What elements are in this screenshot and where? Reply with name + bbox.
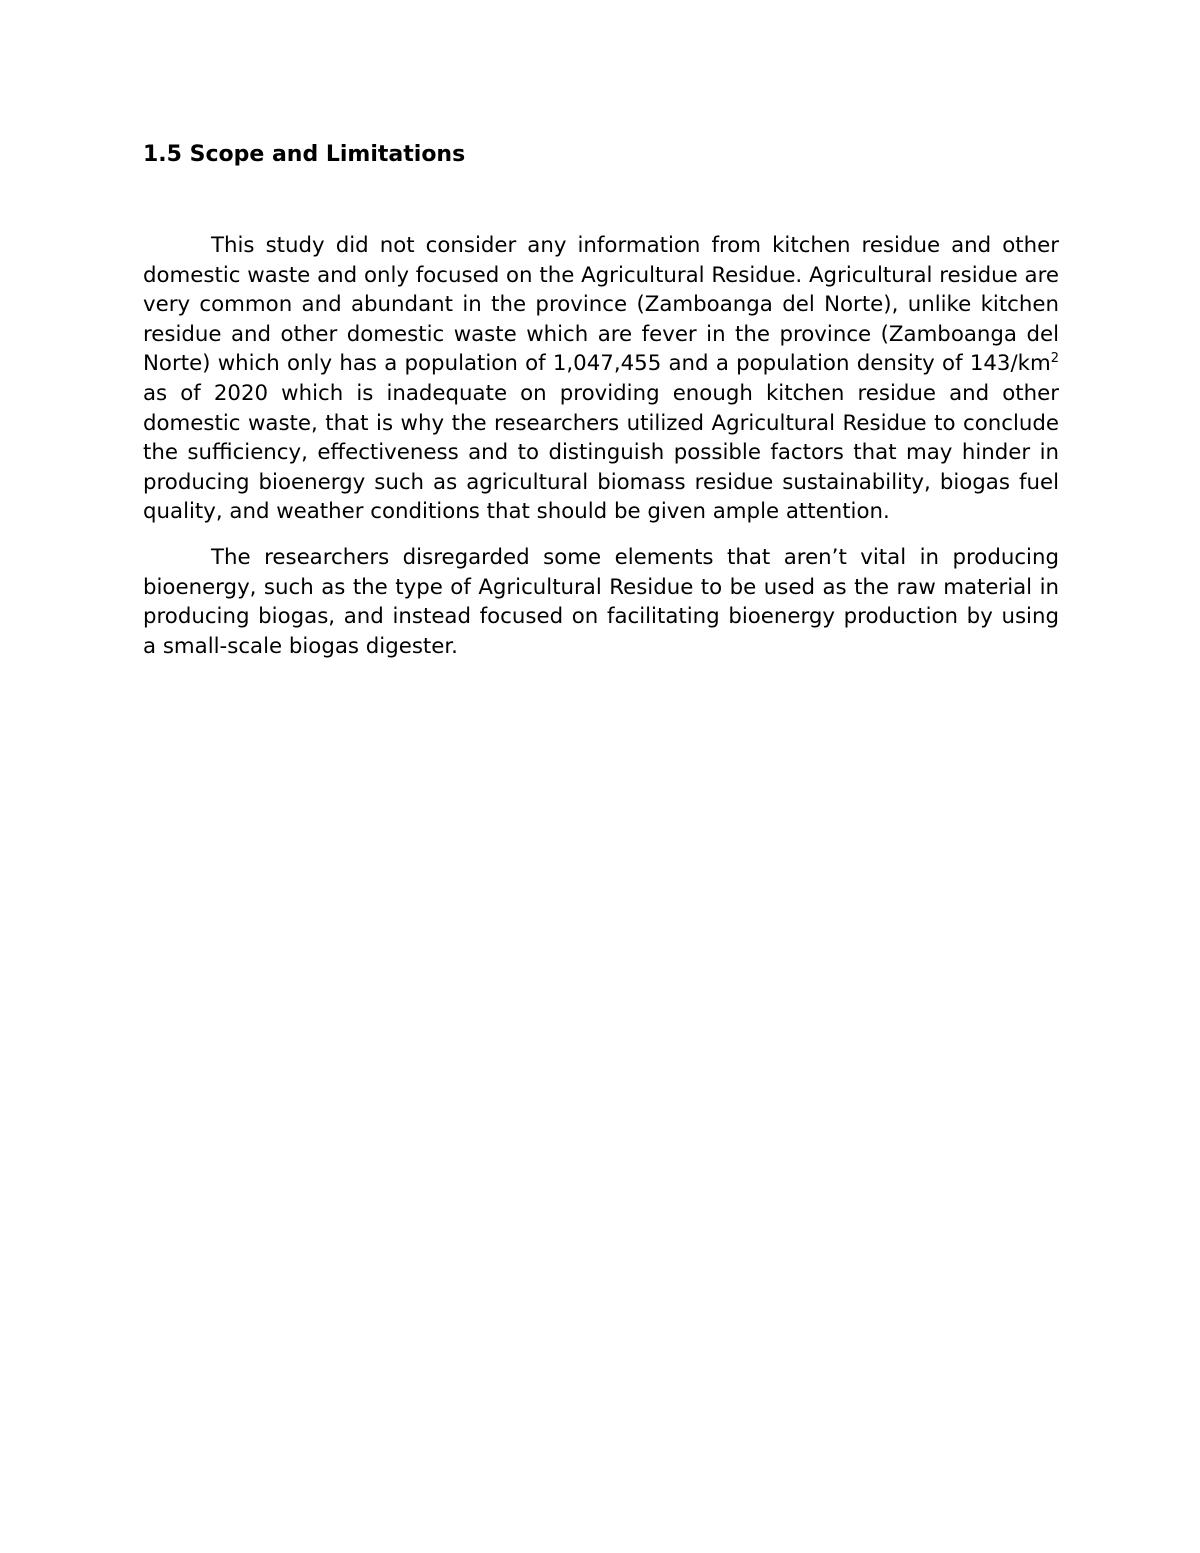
paragraph-1 [143, 231, 1059, 527]
paragraph-1-text-continued: as of 2020 which is inadequate on providing enough kitchen residue and other domestic waste, that is why the researchers utilized Agricultural Residue to conclude the sufficiency, effectiveness and to distinguish possible factors that may hinder in producing bioenergy such as agricultural biomass residue sustainability, biogas fuel quality, and weather conditions that should be given ample attention. [143, 380, 1059, 525]
paragraph-2: The researchers disregarded some elements that aren’t vital in producing bioenergy, such as the type of Agricultural Residue to be used as the raw material in producing biogas, and instead focused on facilitating bioenergy production by using a small-scale biogas digester. [143, 544, 1059, 659]
paragraph-1-text: This study did not consider any information from kitchen residue and other domestic waste and only focused on the Agricultural Residue. Agricultural residue are very common and abundant in the province (Zamboanga del Norte), unlike kitchen residue and other domestic waste which are fever in the province (Zamboanga del Norte) which only has a population of 1,047,455 and a population density of 143/km [143, 233, 1059, 377]
superscript-two: 2 [1050, 351, 1059, 367]
section-heading: 1.5 Scope and Limitations [143, 142, 466, 167]
document-body [143, 140, 1059, 677]
